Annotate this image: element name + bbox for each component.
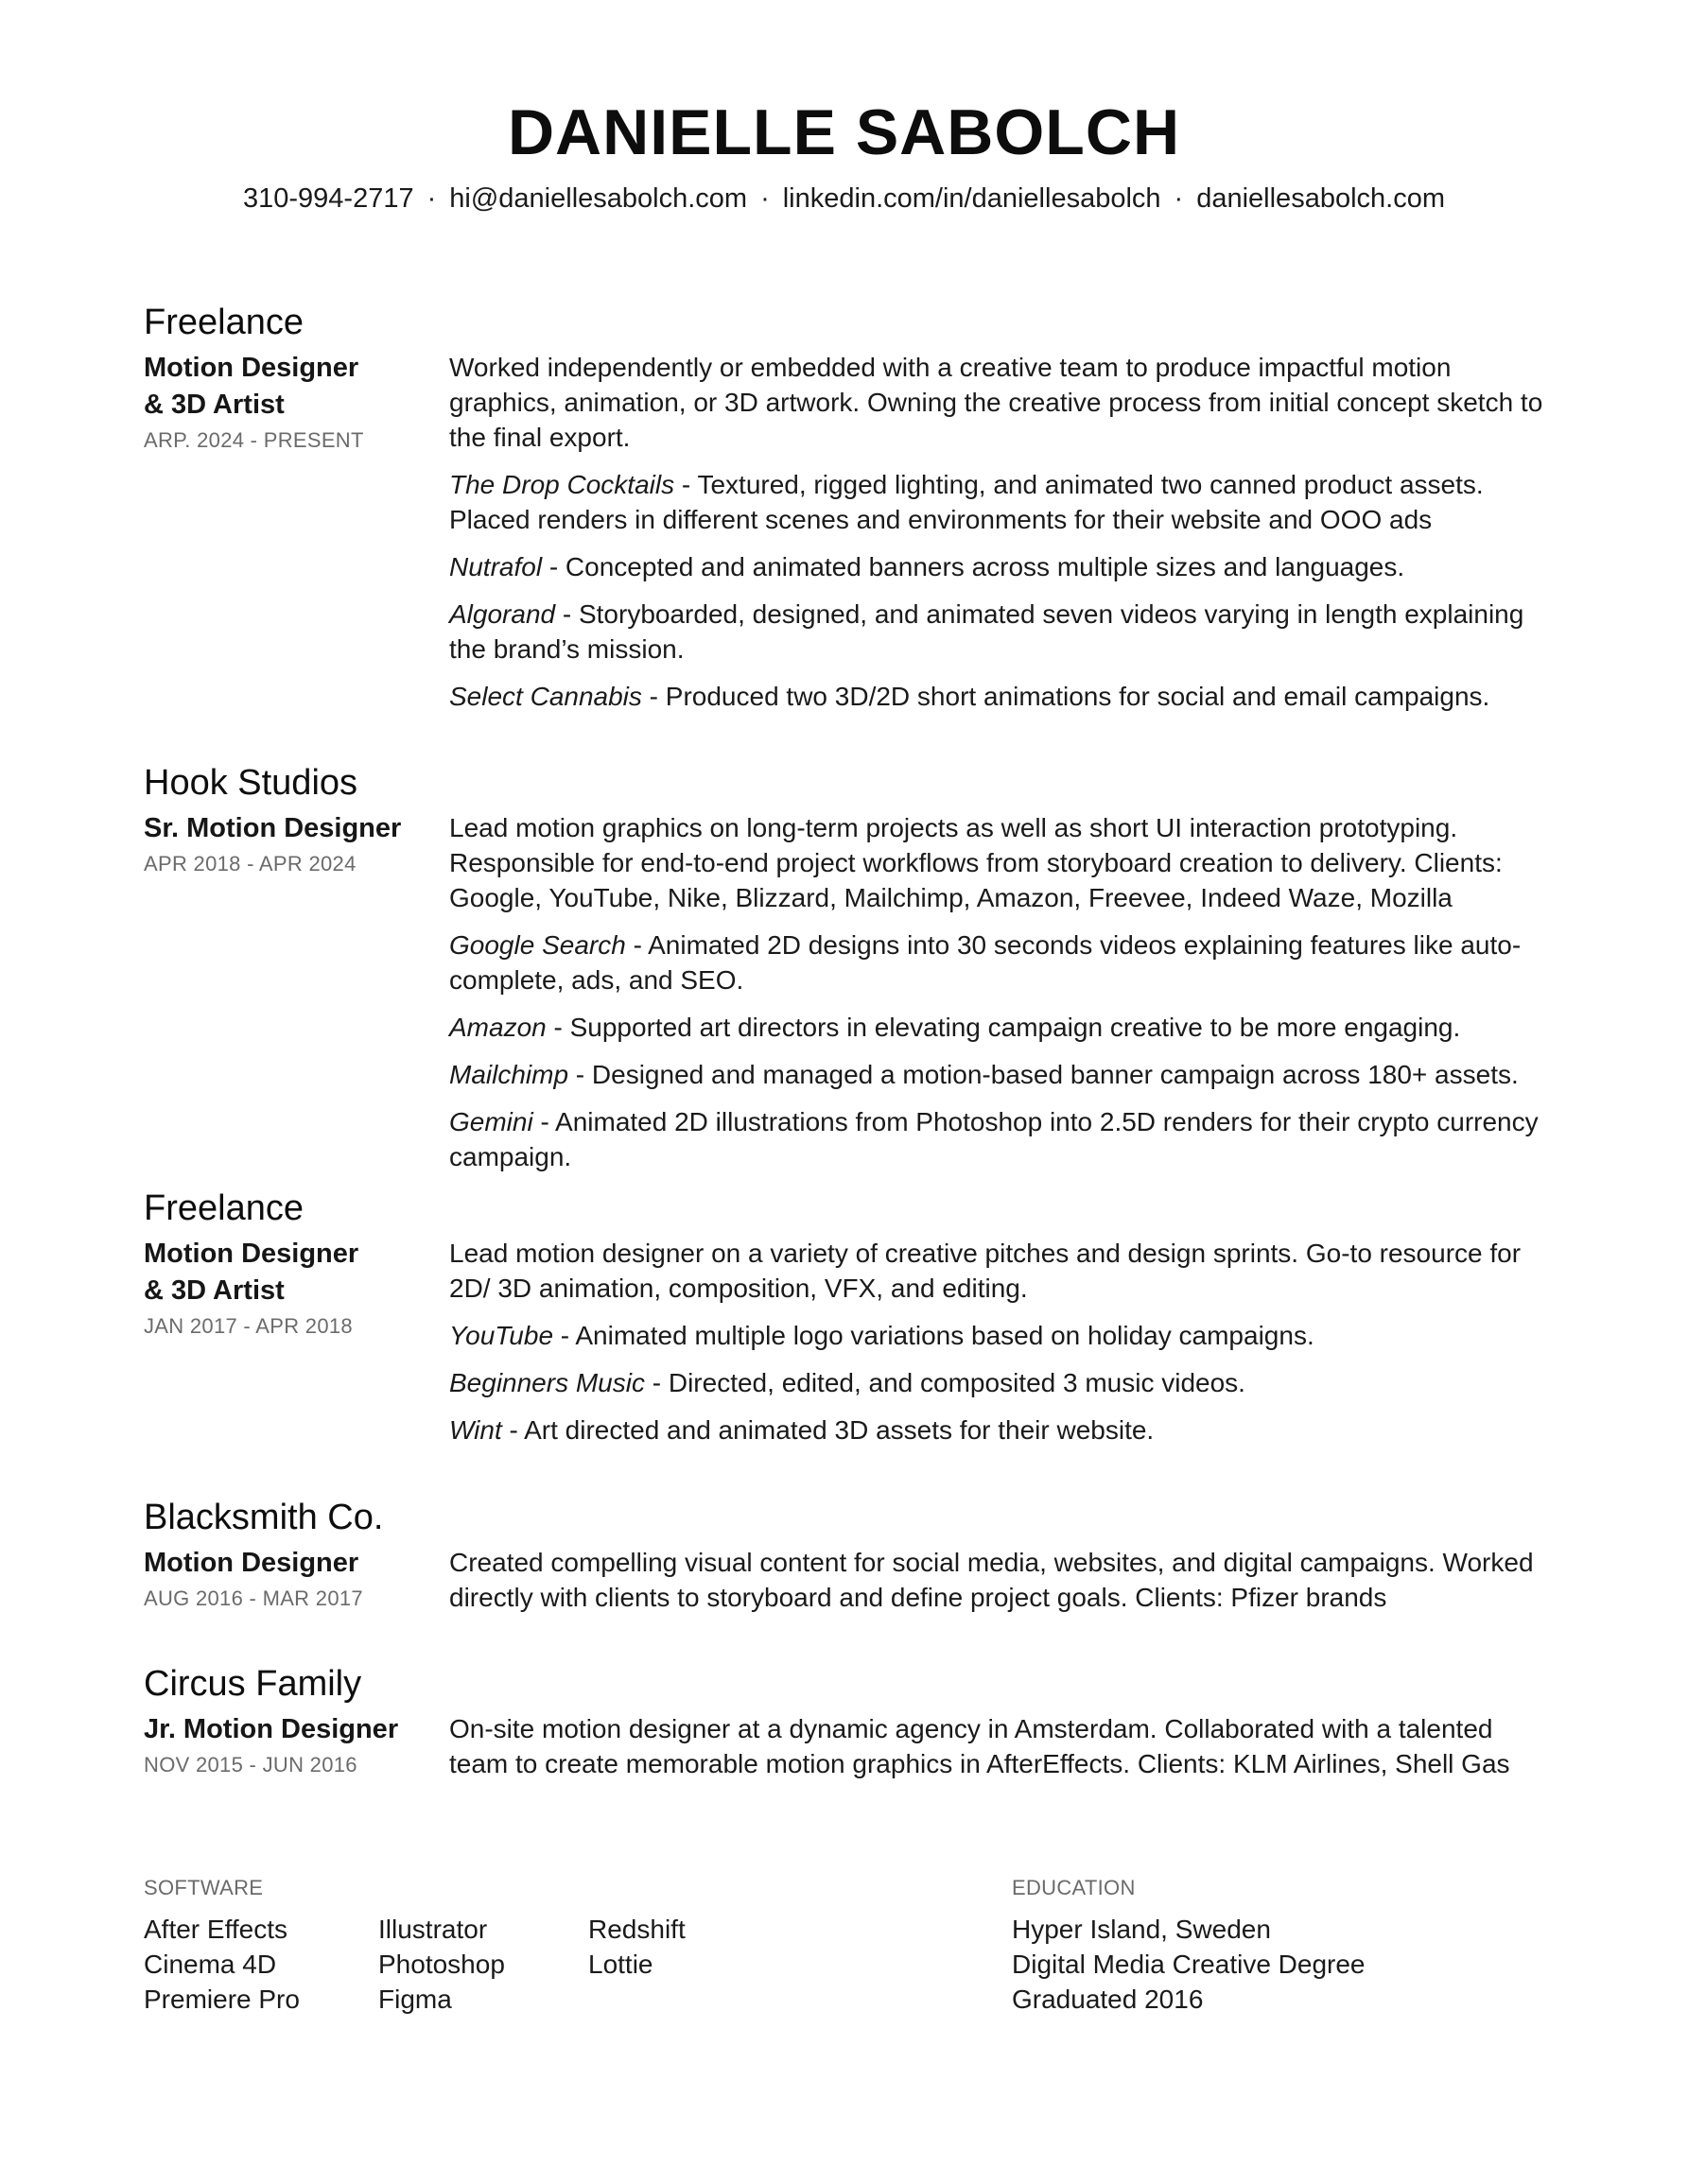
job-dates: ARP. 2024 - PRESENT bbox=[144, 428, 364, 452]
project-item bbox=[449, 927, 1546, 997]
project-item bbox=[449, 1318, 1546, 1353]
software-heading: SOFTWARE bbox=[144, 1876, 264, 1899]
education-block bbox=[1012, 1912, 1366, 2017]
project-item bbox=[449, 1104, 1546, 1174]
job-summary: Worked independently or embedded with a creative team to produce impactful motion graphics, animation, or 3D artwork. Owning the creative process from initial concept sketch to the final export. bbox=[449, 353, 1543, 452]
education-heading: EDUCATION bbox=[1012, 1876, 1136, 1899]
job-entry bbox=[144, 1187, 1543, 1460]
job-summary: Lead motion designer on a variety of creative pitches and design sprints. Go-to resource for 2D/ 3D animation, composition, VFX, and editing. bbox=[449, 1239, 1522, 1303]
software-item: Redshift bbox=[588, 1915, 686, 1944]
project-client: Beginners Music bbox=[449, 1368, 645, 1397]
project-client: Gemini bbox=[449, 1107, 533, 1136]
job-title-line: & 3D Artist bbox=[144, 390, 285, 420]
job-description bbox=[449, 1236, 1546, 1447]
job-dates: JAN 2017 - APR 2018 bbox=[144, 1314, 353, 1338]
project-client: Algorand bbox=[449, 599, 556, 629]
job-summary: Created compelling visual content for social media, websites, and digital campaigns. Worked directly with clients to storyboard and define project goals. Clients: Pfizer brands bbox=[449, 1548, 1534, 1612]
software-item: After Effects bbox=[144, 1915, 287, 1944]
project-item bbox=[449, 467, 1546, 537]
project-client: The Drop Cocktails bbox=[449, 470, 675, 499]
software-item: Photoshop bbox=[378, 1950, 505, 1979]
job-entry bbox=[144, 761, 1543, 1187]
job-entry bbox=[144, 1662, 1543, 1794]
project-description: - Art directed and animated 3D assets for their website. bbox=[501, 1415, 1155, 1445]
project-client: Wint bbox=[449, 1415, 502, 1445]
project-item bbox=[449, 1010, 1546, 1045]
software-item: Illustrator bbox=[378, 1915, 488, 1944]
job-description bbox=[449, 350, 1546, 714]
project-client: YouTube bbox=[449, 1321, 554, 1350]
company-name: Freelance bbox=[144, 303, 304, 342]
project-client: Amazon bbox=[449, 1013, 547, 1042]
job-summary: Lead motion graphics on long-term projects as well as short UI interaction prototyping. Responsible for end-to-end project workflows from storyboard creation to delivery. Clients: Google, YouTube, Nike, Blizzard, Mailchimp, Amazon, Freevee, Indeed Waze, Mozilla bbox=[449, 813, 1503, 912]
phone-number: 310-994-2717 bbox=[243, 183, 414, 214]
project-description: - Directed, edited, and composited 3 music videos. bbox=[644, 1368, 1245, 1397]
job-entry bbox=[144, 1496, 1543, 1627]
project-description: - Textured, rigged lighting, and animated two canned product assets. Placed renders in different scenes and environments for their website and OOO ads bbox=[449, 470, 1484, 534]
company-name: Blacksmith Co. bbox=[144, 1498, 384, 1537]
email-link[interactable]: hi@daniellesabolch.com bbox=[449, 183, 748, 214]
linkedin-link[interactable]: linkedin.com/in/daniellesabolch bbox=[782, 183, 1161, 214]
job-title-line: Sr. Motion Designer bbox=[144, 813, 402, 843]
degree-name: Digital Media Creative Degree bbox=[1012, 1950, 1366, 1979]
software-item: Premiere Pro bbox=[144, 1985, 300, 2014]
project-description: - Designed and managed a motion-based banner campaign across 180+ assets. bbox=[568, 1060, 1519, 1089]
software-item: Figma bbox=[378, 1985, 452, 2014]
separator: · bbox=[760, 183, 770, 214]
software-column bbox=[144, 1912, 300, 2017]
project-item bbox=[449, 597, 1546, 667]
contact-line bbox=[0, 180, 1688, 217]
job-description bbox=[449, 1545, 1546, 1615]
role-block bbox=[144, 810, 427, 879]
company-name: Freelance bbox=[144, 1188, 304, 1228]
software-item: Cinema 4D bbox=[144, 1950, 277, 1979]
company-name: Hook Studios bbox=[144, 763, 358, 803]
job-summary: On-site motion designer at a dynamic agency in Amsterdam. Collaborated with a talented team to create memorable motion graphics in AfterEffects. Clients: KLM Airlines, Shell Gas bbox=[449, 1714, 1510, 1778]
separator: · bbox=[1174, 183, 1184, 214]
software-column bbox=[588, 1912, 686, 1982]
job-dates: AUG 2016 - MAR 2017 bbox=[144, 1586, 363, 1610]
job-dates: APR 2018 - APR 2024 bbox=[144, 852, 357, 875]
job-description bbox=[449, 810, 1546, 1174]
role-block bbox=[144, 1236, 427, 1342]
job-title-line: & 3D Artist bbox=[144, 1275, 285, 1306]
candidate-name: DANIELLE SABOLCH bbox=[507, 96, 1181, 168]
job-title-line: Motion Designer bbox=[144, 353, 359, 383]
website-link[interactable]: daniellesabolch.com bbox=[1196, 183, 1445, 214]
school-name: Hyper Island, Sweden bbox=[1012, 1915, 1271, 1944]
role-block bbox=[144, 1545, 427, 1614]
project-description: - Storyboarded, designed, and animated seven videos varying in length explaining the brand’s mission. bbox=[449, 599, 1524, 664]
project-client: Mailchimp bbox=[449, 1060, 569, 1089]
job-description bbox=[449, 1711, 1546, 1781]
project-description: - Animated multiple logo variations based on holiday campaigns. bbox=[553, 1321, 1314, 1350]
company-name: Circus Family bbox=[144, 1664, 362, 1704]
software-item: Lottie bbox=[588, 1950, 653, 1979]
project-description: - Animated 2D illustrations from Photoshop into 2.5D renders for their crypto currency campaign. bbox=[449, 1107, 1539, 1171]
project-item bbox=[449, 1057, 1546, 1092]
project-description: - Supported art directors in elevating campaign creative to be more engaging. bbox=[546, 1013, 1461, 1042]
job-title-line: Motion Designer bbox=[144, 1548, 359, 1578]
graduation-year: Graduated 2016 bbox=[1012, 1985, 1204, 2014]
job-title-line: Motion Designer bbox=[144, 1239, 359, 1269]
role-block bbox=[144, 350, 427, 456]
project-item bbox=[449, 549, 1546, 584]
project-description: - Concepted and animated banners across multiple sizes and languages. bbox=[542, 552, 1405, 581]
job-entry bbox=[144, 301, 1543, 726]
job-title-line: Jr. Motion Designer bbox=[144, 1714, 399, 1744]
project-client: Google Search bbox=[449, 930, 626, 960]
project-item bbox=[449, 1365, 1546, 1400]
project-client: Nutrafol bbox=[449, 552, 543, 581]
project-description: - Produced two 3D/2D short animations for social and email campaigns. bbox=[641, 682, 1490, 711]
separator: · bbox=[426, 183, 437, 214]
job-dates: NOV 2015 - JUN 2016 bbox=[144, 1753, 357, 1777]
project-description: - Animated 2D designs into 30 seconds videos explaining features like auto-complete, ads, and SEO. bbox=[449, 930, 1522, 995]
project-item bbox=[449, 1413, 1546, 1447]
software-column bbox=[378, 1912, 505, 2017]
role-block bbox=[144, 1711, 427, 1780]
project-item bbox=[449, 679, 1546, 714]
project-client: Select Cannabis bbox=[449, 682, 642, 711]
